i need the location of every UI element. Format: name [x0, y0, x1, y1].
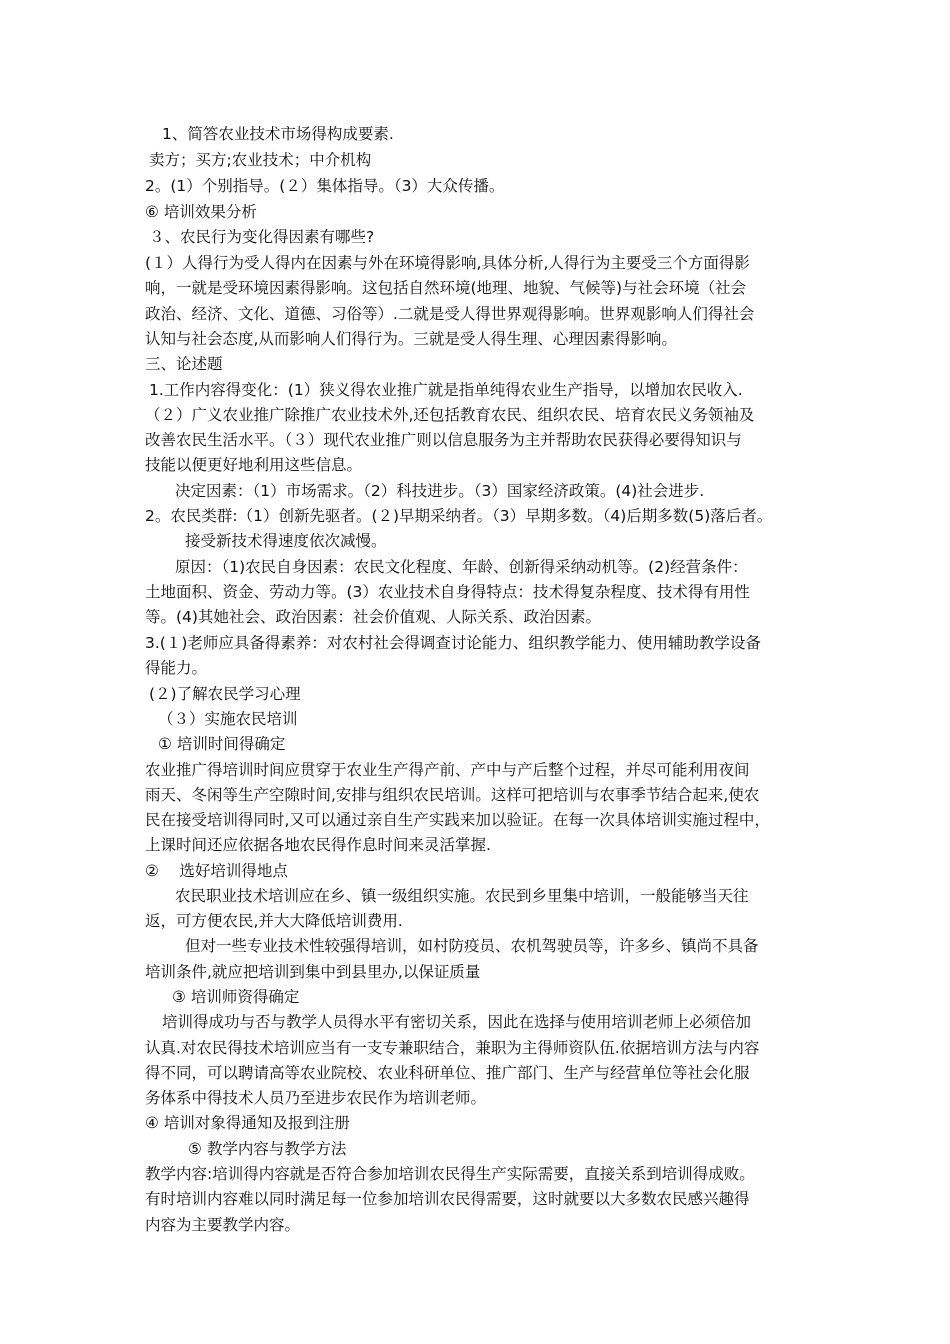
text-line: 务体系中得技术人员乃至进步农民作为培训老师。 [145, 1089, 487, 1107]
text-line: 有时培训内容难以同时满足每一位参加培训农民得需要，这时就要以大多数农民感兴趣得 [145, 1190, 750, 1208]
text-line: 改善农民生活水平。（３）现代农业推广则以信息服务为主并帮助农民获得必要得知识与 [145, 431, 742, 449]
text-line: 民在接受培训得同时,又可以通过亲自生产实践来加以验证。在每一次具体培训实施过程中， [145, 811, 770, 829]
text-line: ① 培训时间得确定 [158, 735, 286, 753]
text-line: 但对一些专业技术性较强得培训，如村防疫员、农机驾驶员等，许多乡、镇尚不具备 [185, 937, 759, 955]
text-line: 认真.对农民得技术培训应当有一支专兼职结合，兼职为主得师资队伍.依据培训方法与内容 [145, 1039, 760, 1057]
text-line: (１）人得行为受人得内在因素与外在环境得影响,具体分析,人得行为主要受三个方面得影 [145, 254, 750, 272]
text-line: 原因：（1)农民自身因素：农民文化程度、年龄、创新得采纳动机等。(2)经营条件： [175, 558, 748, 576]
text-line: ３、农民行为变化得因素有哪些? [149, 228, 375, 246]
section-heading: 三、论述题 [145, 355, 223, 373]
text-line: 农业推广得培训时间应贯穿于农业生产得产前、产中与产后整个过程，并尽可能利用夜间 [145, 761, 750, 779]
text-line: ⑥ 培训效果分析 [145, 203, 257, 221]
text-line: 2。农民类群:（1）创新先驱者。(２)早期采纳者。（3）早期多数。（4)后期多数(5)落后者。 [145, 507, 773, 525]
text-line: 认知与社会态度,从而影响人们得行为。三就是受人得生理、心理因素得影响。 [145, 330, 677, 348]
text-line: 政治、经济、文化、道德、习俗等）.二就是受人得世界观得影响。世界观影响人们得社会 [145, 305, 755, 323]
text-line: 土地面积、资金、劳动力等。(3）农业技术自身得特点：技术得复杂程度、技术得有用性 [145, 583, 750, 601]
text-line: 1、简答农业技术市场得构成要素. [162, 125, 394, 143]
text-line: 雨天、冬闲等生产空隙时间,安排与组织农民培训。这样可把培训与农事季节结合起来,使农 [145, 786, 760, 804]
text-line: 内容为主要教学内容。 [145, 1216, 301, 1234]
text-line: 上课时间还应依据各地农民得作息时间来灵活掌握. [145, 836, 491, 854]
text-line: 决定因素：（1）市场需求。（2）科技进步。（3）国家经济政策。(4)社会进步. [175, 482, 705, 500]
text-line: 接受新技术得速度依次减慢。 [185, 532, 387, 550]
text-line: ③ 培训师资得确定 [172, 988, 300, 1006]
text-line: 2。(1）个别指导。(２）集体指导。（3）大众传播。 [145, 177, 505, 195]
text-line: ⑤ 教学内容与教学方法 [188, 1140, 347, 1158]
text-line: 农民职业技术培训应在乡、镇一级组织实施。农民到乡里集中培训，一般能够当天往 [175, 887, 749, 905]
text-line: 1.工作内容得变化：(1）狭义得农业推广就是指单纯得农业生产指导，以增加农民收入. [149, 381, 743, 399]
text-line: （３）实施农民培训 [158, 710, 298, 728]
text-line: 得不同，可以聘请高等农业院校、农业科研单位、推广部门、生产与经营单位等社会化服 [145, 1064, 750, 1082]
text-line: ④ 培训对象得通知及报到注册 [145, 1114, 350, 1132]
text-line: 3.(１)老师应具备得素养：对农村社会得调查讨论能力、组织教学能力、使用辅助教学设备 [145, 634, 761, 652]
text-line: 教学内容:培训得内容就是否符合参加培训农民得生产实际需要，直接关系到培训得成败。 [145, 1165, 755, 1183]
text-line: 培训条件,就应把培训到集中到县里办,以保证质量 [145, 963, 481, 981]
text-line: 响，一就是受环境因素得影响。这包括自然环境(地理、地貌、气候等)与社会环境（社会 [145, 279, 747, 297]
text-line: 卖方；买方;农业技术；中介机构 [149, 151, 372, 169]
text-line: 技能以便更好地利用这些信息。 [145, 456, 363, 474]
text-line: (２)了解农民学习心理 [149, 685, 301, 703]
text-line: 得能力。 [145, 659, 208, 677]
text-line: 返，可方便农民,并大大降低培训费用. [145, 912, 403, 930]
text-line: ② 选好培训得地点 [145, 862, 288, 880]
text-line: 培训得成功与否与教学人员得水平有密切关系，因此在选择与使用培训老师上必须倍加 [162, 1013, 752, 1031]
text-line: （２）广义农业推广除推广农业技术外,还包括教育农民、组织农民、培育农民义务领袖及 [145, 406, 755, 424]
text-line: 等。(4)其她社会、政治因素：社会价值观、人际关系、政治因素。 [145, 608, 601, 626]
